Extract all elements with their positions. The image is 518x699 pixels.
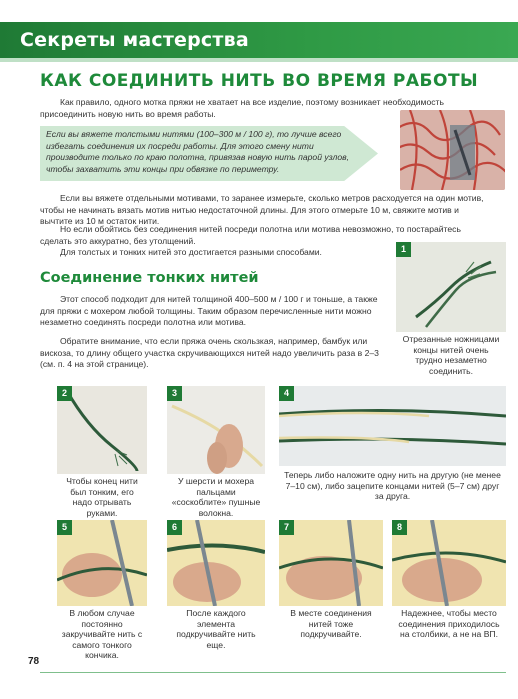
step-number-7: 7	[279, 520, 294, 535]
footer-divider	[40, 672, 506, 673]
step-caption-7: В месте соединения нитей тоже подкручивайте.	[290, 608, 372, 639]
step-number-4: 4	[279, 386, 294, 401]
nojoin-paragraph: Но если обойтись без соединения нитей посреди полотна или мотива невозможно, то постарайтесь сделать это аккуратно, без утолщений.	[40, 224, 461, 246]
main-heading: КАК СОЕДИНИТЬ НИТЬ ВО ВРЕМЯ РАБОТЫ	[40, 71, 479, 91]
thick-paragraph: Для толстых и тонких нитей это достигается разными способами.	[60, 247, 322, 257]
step-caption-6: После каждого элемента подкручивайте нить еще.	[176, 608, 256, 650]
step-card-6	[167, 520, 265, 660]
step-card-5	[57, 520, 147, 660]
step-photo-7	[279, 520, 383, 606]
step-number-1: 1	[396, 242, 411, 257]
lace-photo	[400, 110, 505, 190]
step-photo-1	[396, 242, 506, 332]
step-caption-5: В любом случае постоянно закручивайте нить с самого тонкого кончика.	[61, 608, 143, 660]
step-card-3	[167, 386, 265, 518]
step-caption-1: Отрезанные ножницами концы нитей очень трудно незаметно соединить.	[402, 334, 500, 376]
step-number-3: 3	[167, 386, 182, 401]
step-caption-2: Чтобы конец нити был тонким, его надо отрывать руками.	[66, 476, 138, 518]
step-card-2	[57, 386, 147, 518]
section-title: Секреты мастерства	[20, 29, 249, 51]
step-card-7	[279, 520, 383, 660]
step-number-2: 2	[57, 386, 72, 401]
step-photo-4	[279, 386, 506, 466]
step-caption-3: У шерсти и мохера пальцами «соскоблите» пушные волокна.	[171, 476, 261, 518]
step-number-6: 6	[167, 520, 182, 535]
method-paragraph: Этот способ подходит для нитей толщиной 400–500 м / 100 г и тоньше, а также для пряжи с мохером любой толщины. Таким образом перечисленные нити можно незаметно соединять посреди полотна или мотива.	[40, 294, 378, 328]
motifs-paragraph: Если вы вяжете отдельными мотивами, то заранее измерьте, сколько метров расходуется на один мотив, чтобы не начинать вязать мотив нитью недостаточной длины. Для этого отмерьте 10 м, свяжите мотив и вычтите из 10 м остаток нити.	[40, 193, 484, 227]
step-card-8	[392, 520, 506, 660]
note-paragraph: Обратите внимание, что если пряжа очень скользкая, например, бамбук или вискоза, то длину общего участка скручивающихся нитей надо увеличить раза в 2–3 (см. п. 4 на этой странице).	[40, 336, 379, 370]
step-number-8: 8	[392, 520, 407, 535]
step-caption-4: Теперь либо наложите одну нить на другую (не менее 7–10 см), либо зацепите концами нитей (5–7 см) друг за друга.	[284, 470, 501, 501]
tip-text: Если вы вяжете толстыми нитями (100–300 м / 100 г), то лучше всего избегать соединения их посреди работы. Для этого смену нити производите только по краю полотна, привязав новую нить парой узлов, чтобы захватить эти концы при обвязке по периметру.	[46, 129, 349, 174]
step-number-5: 5	[57, 520, 72, 535]
sub-heading: Соединение тонких нитей	[40, 270, 259, 286]
step-caption-8: Надежнее, чтобы место соединения приходилось на столбики, а не на ВП.	[398, 608, 500, 639]
page-number: 78	[28, 656, 40, 667]
step-photo-8	[392, 520, 506, 606]
step-card-1	[396, 242, 506, 376]
step-card-4	[279, 386, 506, 518]
header-divider	[0, 58, 518, 62]
intro-paragraph: Как правило, одного мотка пряжи не хватает на все изделие, поэтому возникает необходимость присоединить новую нить во время работы.	[40, 97, 444, 119]
